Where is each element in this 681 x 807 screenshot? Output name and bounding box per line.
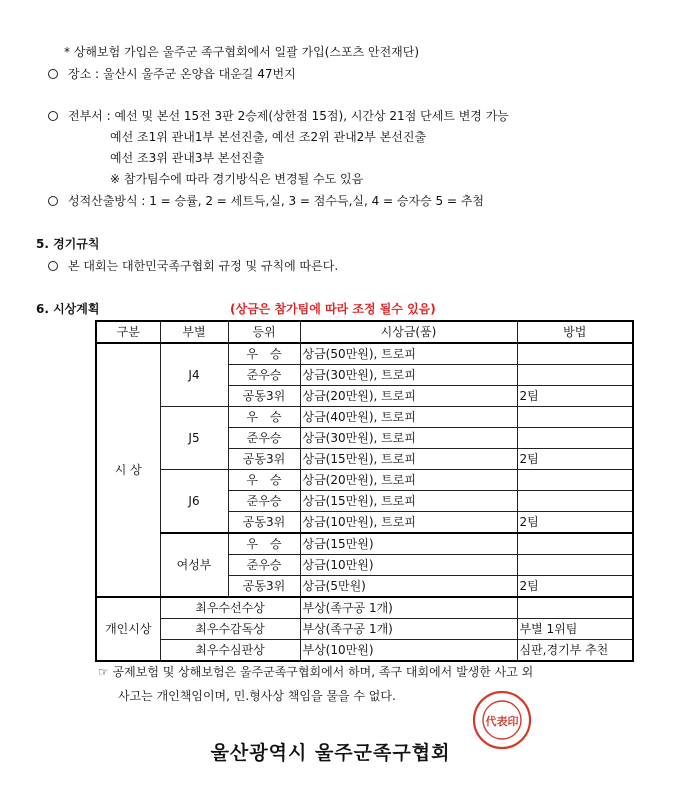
rank-cell: 공동3위 [228,449,300,470]
prize-cell: 상금(5만원) [300,576,517,598]
individual-title-cell: 최우수선수상 [160,597,300,619]
header-division: 부별 [160,321,228,343]
insurance-note: * 상해보험 가입은 울주군 족구협회에서 일괄 가입(스포츠 안전재단) [64,45,420,59]
category-individual-cell: 개인시상 [96,597,160,661]
table-row [96,343,633,365]
header-prize: 시상금(품) [300,321,517,343]
prize-cell: 상금(30만원), 트로피 [300,365,517,386]
scoring-line [48,193,484,209]
rank-cell: 우 승 [228,407,300,428]
disclaimer-line-1: ☞ 공제보험 및 상해보험은 울주군족구협회에서 하며, 족구 대회에서 발생한 사고 외 [98,665,534,679]
method-cell [517,533,633,555]
bullet-icon [48,261,58,271]
prize-cell: 상금(20만원), 트로피 [300,386,517,407]
method-cell [517,407,633,428]
awards-note: (상금은 참가팀에 따라 조정 될수 있음) [230,302,436,316]
rules-line [48,258,338,274]
rank-cell: 공동3위 [228,576,300,598]
table-header-row [96,321,633,343]
division-cell: J6 [160,470,228,534]
prize-cell: 상금(15만원), 트로피 [300,449,517,470]
table-row [96,407,633,428]
table-row [96,619,633,640]
method-cell: 심판,경기부 추천 [517,640,633,662]
venue-text: 장소 : 울산시 울주군 온양읍 대운길 47번지 [68,67,296,81]
venue-line [48,66,296,82]
header-method: 방법 [517,321,633,343]
table-row [96,597,633,619]
prize-cell: 부상(족구공 1개) [300,619,517,640]
prize-cell: 상금(20만원), 트로피 [300,470,517,491]
scoring-text: 성적산출방식 : 1 = 승률, 2 = 세트득,실, 3 = 점수득,실, 4 = 승자승 5 = 추첨 [68,194,485,208]
division-line [48,108,509,124]
division-line-3: 예선 조3위 관내3부 본선진출 [110,151,265,165]
division-line-4: ※ 참가팀수에 따라 경기방식은 변경될 수도 있음 [110,172,364,186]
division-text: 전부서 : 예선 및 본선 15전 3판 2승제(상한점 15점), 시간상 21점 단세트 변경 가능 [68,109,509,123]
prize-cell: 상금(15만원), 트로피 [300,491,517,512]
rank-cell: 우 승 [228,470,300,491]
prize-cell: 상금(40만원), 트로피 [300,407,517,428]
prize-cell: 부상(10만원) [300,640,517,662]
method-cell: 2팀 [517,386,633,407]
method-cell [517,470,633,491]
individual-title-cell: 최우수심판상 [160,640,300,662]
prize-cell: 상금(30만원), 트로피 [300,428,517,449]
method-cell [517,365,633,386]
table-row [96,470,633,491]
rank-cell: 공동3위 [228,386,300,407]
rank-cell: 우 승 [228,343,300,365]
rank-cell: 준우승 [228,555,300,576]
method-cell: 2팀 [517,512,633,534]
organization-name [0,738,681,765]
rank-cell: 준우승 [228,491,300,512]
method-cell [517,491,633,512]
table-row [96,640,633,662]
division-cell: J5 [160,407,228,470]
bullet-icon [48,111,58,121]
bullet-icon [48,69,58,79]
individual-title-cell: 최우수감독상 [160,619,300,640]
header-category: 구분 [96,321,160,343]
division-cell: J4 [160,343,228,407]
seal-text: 代表印 [485,715,519,728]
rank-cell: 준우승 [228,365,300,386]
prize-cell: 상금(10만원), 트로피 [300,512,517,534]
bullet-icon [48,196,58,206]
prize-cell: 상금(15만원) [300,533,517,555]
division-cell: 여성부 [160,533,228,597]
disclaimer-line-2: 사고는 개인책임이며, 민.형사상 책임을 물을 수 없다. [118,689,396,703]
prize-table [95,320,634,662]
method-cell [517,428,633,449]
division-line-2: 예선 조1위 관내1부 본선진출, 예선 조2위 관내2부 본선진출 [110,130,427,144]
method-cell [517,343,633,365]
header-rank: 등위 [228,321,300,343]
method-cell [517,555,633,576]
rules-heading: 5. 경기규칙 [36,237,100,251]
prize-cell: 부상(족구공 1개) [300,597,517,619]
table-row [96,533,633,555]
prize-cell: 상금(50만원), 트로피 [300,343,517,365]
rank-cell: 준우승 [228,428,300,449]
method-cell: 부별 1위팀 [517,619,633,640]
category-award-cell: 시 상 [96,343,160,597]
awards-heading: 6. 시상계획 [36,302,100,316]
method-cell [517,597,633,619]
rules-text: 본 대회는 대한민국족구협회 규정 및 규칙에 따른다. [68,259,339,273]
organization-name-text: 울산광역시 울주군족구협회 [210,742,451,764]
rank-cell: 우 승 [228,533,300,555]
prize-cell: 상금(10만원) [300,555,517,576]
method-cell: 2팀 [517,449,633,470]
method-cell: 2팀 [517,576,633,598]
rank-cell: 공동3위 [228,512,300,534]
